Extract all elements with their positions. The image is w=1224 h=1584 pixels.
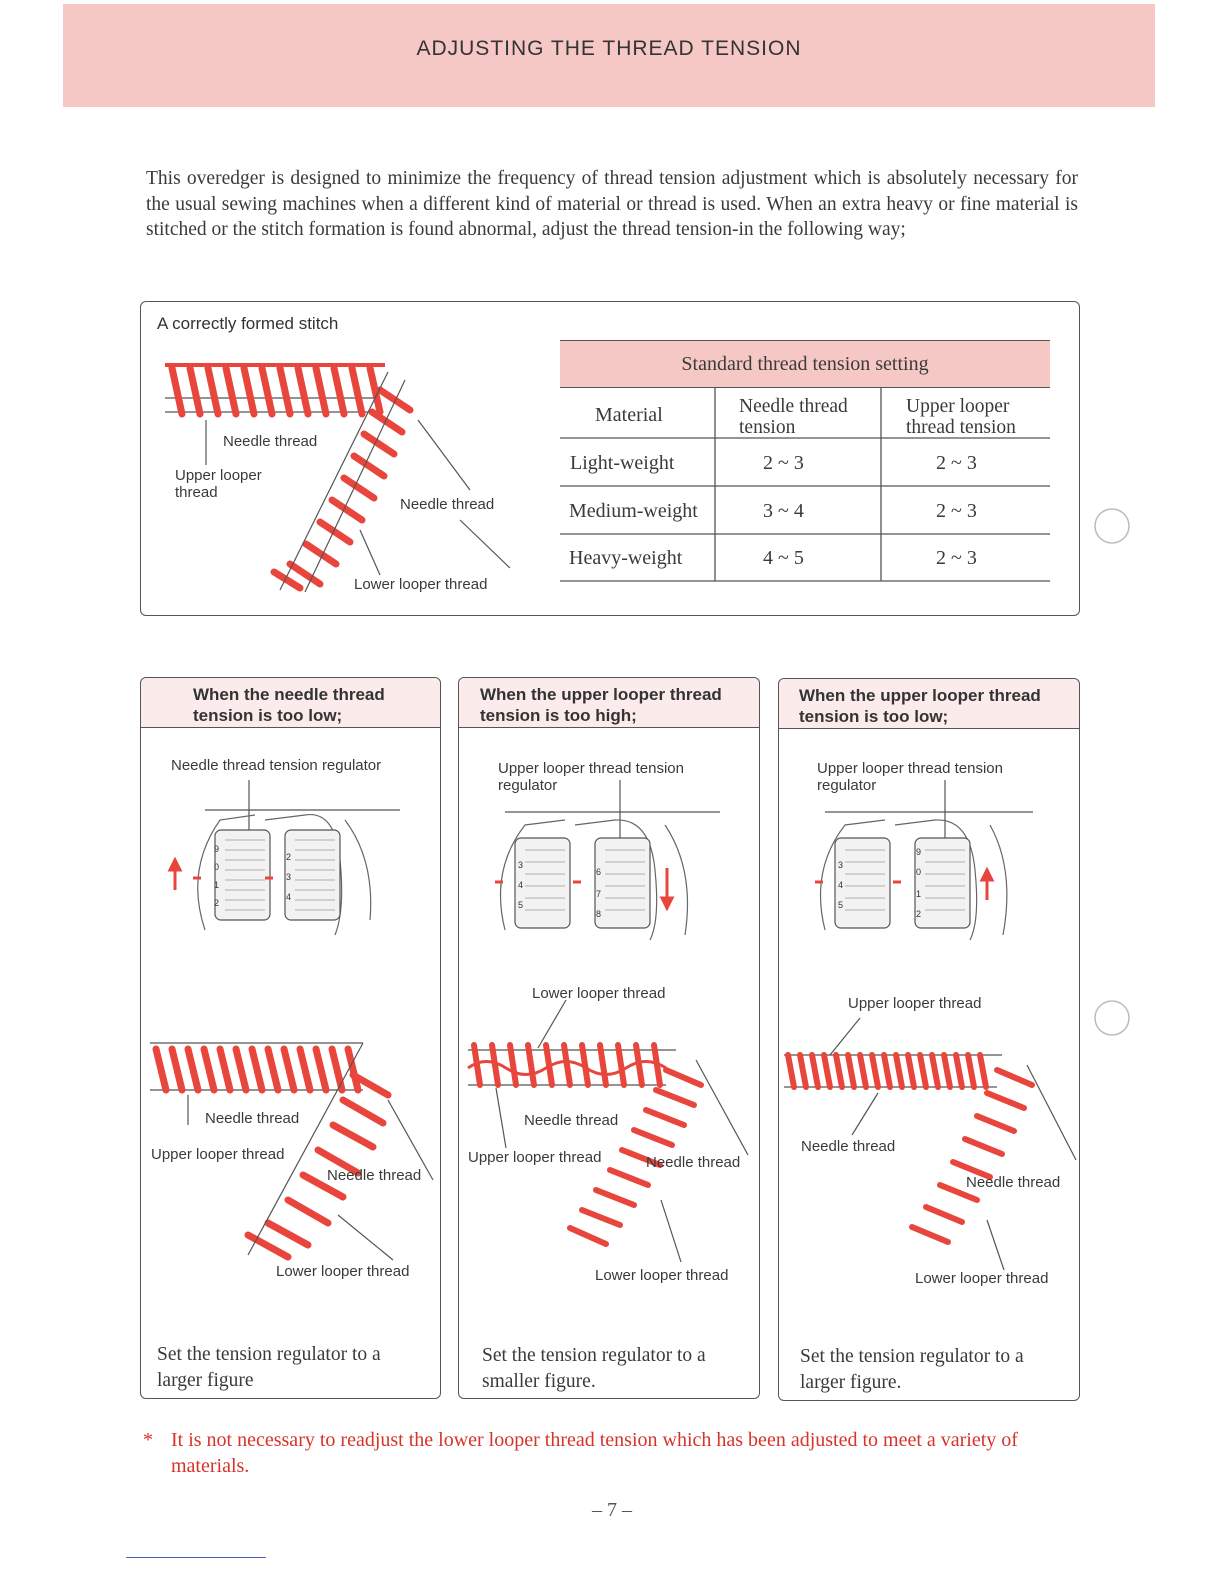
dial-digit: 2 (214, 898, 220, 908)
stitch-label: Needle thread (646, 1154, 741, 1171)
dial-digit: 6 (596, 867, 602, 877)
binder-hole-2 (1094, 1000, 1134, 1040)
page-title: ADJUSTING THE THREAD TENSION (416, 37, 802, 60)
dial-digit: 7 (596, 889, 602, 899)
label-upper-looper-thread: Upper looper thread (175, 467, 262, 501)
stitch-label: Upper looper thread (848, 995, 982, 1012)
table-row-medium-material: Medium-weight (569, 500, 698, 522)
panel-instruction: Set the tension regulator to a larger figure. (800, 1346, 1024, 1393)
table-header-needle: Needle thread tension (739, 396, 848, 438)
stitch-label: Lower looper thread (595, 1267, 729, 1284)
table-header-upper-looper: Upper looper thread tension (906, 396, 1016, 438)
label-needle-thread-right: Needle thread (400, 496, 495, 513)
footnote-marker: * (143, 1429, 153, 1451)
label-lower-looper-thread: Lower looper thread (354, 576, 488, 593)
dial-digit: 0 (916, 867, 922, 877)
intro-paragraph: This overedger is designed to minimize the frequency of thread tension adjustment which is absolutely necessary for the usual sewing machines when a different kind of material or thread is used. When an extra heavy or fine material is stitched or the stitch formation is found abnormal, adjust the thread tension-in the following way; (146, 168, 1078, 240)
stitch-label: Lower looper thread (276, 1263, 410, 1280)
dial-digit: 9 (214, 844, 220, 854)
dial-digit: 3 (838, 860, 844, 870)
page-number: – 7 – (592, 1499, 632, 1521)
dial-digit: 2 (916, 909, 922, 919)
stitch-label: Needle thread (205, 1110, 300, 1127)
tension-table-title-bar (560, 340, 1050, 388)
regulator-label: Upper looper thread tension regulator (498, 760, 684, 794)
table-row-light-needle: 2 ~ 3 (763, 452, 804, 474)
regulator-label: Upper looper thread tension regulator (817, 760, 1003, 794)
dial-digit: 4 (838, 880, 844, 890)
panel-title: When the upper looper thread tension is too low; (799, 686, 1041, 726)
dial-illustration (805, 800, 1045, 950)
stitch-illustration (466, 1000, 756, 1260)
table-row-heavy-upper: 2 ~ 3 (936, 547, 977, 569)
stitch-label: Needle thread (966, 1174, 1061, 1191)
dial-digit: 5 (518, 900, 524, 910)
panel-instruction: Set the tension regulator to a larger figure (157, 1344, 381, 1391)
header-banner (63, 4, 1155, 107)
stitch-label: Needle thread (327, 1167, 422, 1184)
panel-instruction: Set the tension regulator to a smaller figure. (482, 1345, 706, 1392)
dial-digit: 1 (916, 889, 922, 899)
panel-header (459, 678, 759, 728)
stitch-label: Upper looper thread (151, 1146, 285, 1163)
stitch-label: Lower looper thread (915, 1270, 1049, 1287)
binder-hole-1 (1094, 508, 1134, 548)
dial-digit: 4 (518, 880, 524, 890)
dial-digit: 2 (286, 852, 292, 862)
dial-digit: 1 (214, 880, 220, 890)
stitch-label: Needle thread (801, 1138, 896, 1155)
footnote-text: It is not necessary to readjust the lower looper thread tension which has been adjusted to meet a variety of materials. (171, 1429, 1018, 1477)
dial-digit: 9 (916, 847, 922, 857)
table-row-light-upper: 2 ~ 3 (936, 452, 977, 474)
label-needle-thread-top: Needle thread (223, 433, 318, 450)
tension-table-title: Standard thread tension setting (681, 353, 929, 375)
panel-title: When the needle thread tension is too low; (193, 685, 385, 725)
table-row-heavy-needle: 4 ~ 5 (763, 547, 804, 569)
bottom-rule (126, 1557, 266, 1558)
table-row-medium-upper: 2 ~ 3 (936, 500, 977, 522)
panel-header (141, 678, 440, 728)
dial-digit: 0 (214, 862, 220, 872)
panel-title: When the upper looper thread tension is too high; (480, 685, 722, 725)
dial-digit: 4 (286, 892, 292, 902)
table-row-heavy-material: Heavy-weight (569, 547, 683, 569)
dial-digit: 3 (518, 860, 524, 870)
correct-stitch-title: A correctly formed stitch (157, 314, 339, 333)
table-header-material: Material (595, 404, 663, 426)
stitch-label: Upper looper thread (468, 1149, 602, 1166)
dial-illustration (165, 780, 405, 940)
panel-header (779, 679, 1079, 729)
dial-digit: 8 (596, 909, 602, 919)
stitch-label: Lower looper thread (532, 985, 666, 1002)
table-row-medium-needle: 3 ~ 4 (763, 500, 804, 522)
table-row-light-material: Light-weight (570, 452, 675, 474)
dial-digit: 3 (286, 872, 292, 882)
dial-digit: 5 (838, 900, 844, 910)
dial-illustration (485, 800, 725, 950)
stitch-label: Needle thread (524, 1112, 619, 1129)
regulator-label: Needle thread tension regulator (171, 757, 382, 774)
